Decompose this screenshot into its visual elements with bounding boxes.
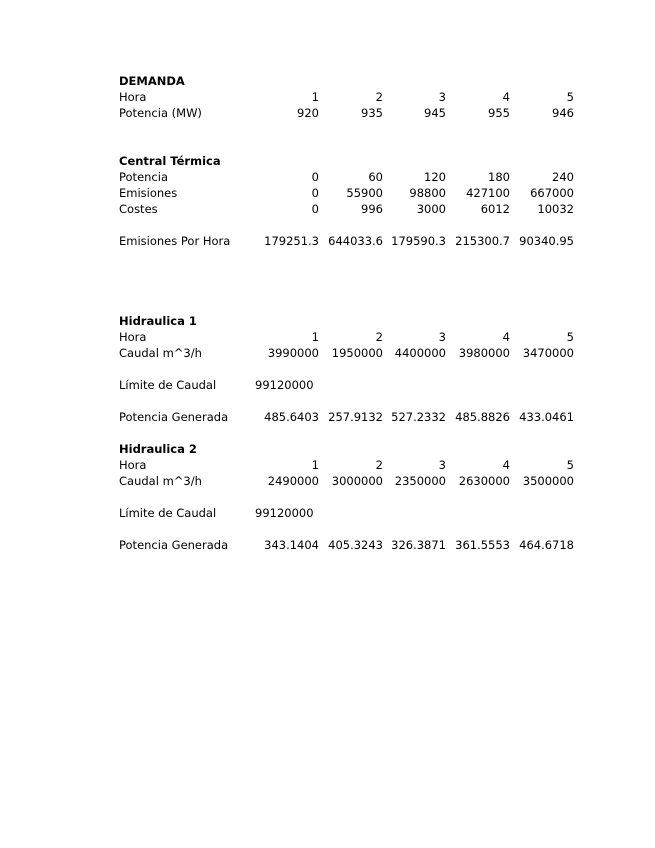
demanda-title: DEMANDA <box>119 74 185 88</box>
blank-row <box>119 265 579 281</box>
cell: 215300.7 <box>455 234 510 248</box>
row-label: Potencia Generada <box>119 538 229 552</box>
spreadsheet-sheet <box>119 73 579 553</box>
row-label: Hora <box>119 330 147 344</box>
row-label: Hora <box>119 458 147 472</box>
cell: 10032 <box>537 202 574 216</box>
demanda-potencia-row <box>119 105 579 121</box>
hidraulica2-title: Hidraulica 2 <box>119 442 197 456</box>
cell: 240 <box>552 170 574 184</box>
cell: 257.9132 <box>328 410 383 424</box>
cell: 5 <box>566 90 574 104</box>
cell: 60 <box>368 170 383 184</box>
hidraulica1-title: Hidraulica 1 <box>119 314 197 328</box>
cell: 3000000 <box>331 474 383 488</box>
row-label: Potencia Generada <box>119 410 229 424</box>
demanda-hora-row <box>119 89 579 105</box>
cell: 99120000 <box>255 506 314 520</box>
cell: 0 <box>311 186 319 200</box>
cell: 996 <box>361 202 383 216</box>
cell: 464.6718 <box>519 538 574 552</box>
cell: 180 <box>488 170 510 184</box>
cell: 98800 <box>409 186 446 200</box>
hidraulica1-caudal-row <box>119 345 579 361</box>
cell: 6012 <box>480 202 510 216</box>
cell: 427100 <box>466 186 510 200</box>
cell: 3 <box>438 330 446 344</box>
hidraulica2-limite-row <box>119 505 579 521</box>
cell: 485.6403 <box>264 410 319 424</box>
cell: 485.8826 <box>455 410 510 424</box>
termica-title-row <box>119 153 579 169</box>
row-label: Costes <box>119 202 158 216</box>
cell: 179590.3 <box>391 234 446 248</box>
blank-row <box>119 281 579 297</box>
cell: 55900 <box>346 186 383 200</box>
cell: 0 <box>311 202 319 216</box>
blank-row <box>119 137 579 153</box>
cell: 4 <box>502 458 510 472</box>
cell: 5 <box>566 458 574 472</box>
cell: 4 <box>502 330 510 344</box>
termica-potencia-row <box>119 169 579 185</box>
row-label: Potencia (MW) <box>119 106 202 120</box>
cell: 2 <box>375 90 383 104</box>
hidraulica1-potencia-row <box>119 409 579 425</box>
cell: 3990000 <box>267 346 319 360</box>
blank-row <box>119 521 579 537</box>
cell: 2490000 <box>267 474 319 488</box>
cell: 3 <box>438 458 446 472</box>
cell: 2 <box>375 330 383 344</box>
row-label: Hora <box>119 90 147 104</box>
blank-row <box>119 361 579 377</box>
cell: 3000 <box>416 202 446 216</box>
cell: 179251.3 <box>264 234 319 248</box>
row-label: Emisiones <box>119 186 178 200</box>
hidraulica2-title-row <box>119 441 579 457</box>
cell: 1 <box>311 458 319 472</box>
cell: 920 <box>297 106 319 120</box>
cell: 3 <box>438 90 446 104</box>
hidraulica2-hora-row <box>119 457 579 473</box>
hidraulica1-title-row <box>119 313 579 329</box>
row-label: Emisiones Por Hora <box>119 234 231 248</box>
cell: 433.0461 <box>519 410 574 424</box>
blank-row <box>119 393 579 409</box>
cell: 946 <box>552 106 574 120</box>
cell: 5 <box>566 330 574 344</box>
cell: 326.3871 <box>391 538 446 552</box>
demanda-title-row <box>119 73 579 89</box>
hidraulica2-potencia-row <box>119 537 579 553</box>
cell: 644033.6 <box>328 234 383 248</box>
cell: 2350000 <box>394 474 446 488</box>
row-label: Caudal m^3/h <box>119 346 202 360</box>
termica-title: Central Térmica <box>119 154 221 168</box>
cell: 4400000 <box>394 346 446 360</box>
cell: 667000 <box>530 186 574 200</box>
cell: 4 <box>502 90 510 104</box>
cell: 99120000 <box>255 378 314 392</box>
hidraulica1-limite-row <box>119 377 579 393</box>
termica-emisiones-hora-row <box>119 233 579 249</box>
blank-row <box>119 217 579 233</box>
cell: 2 <box>375 458 383 472</box>
row-label: Caudal m^3/h <box>119 474 202 488</box>
cell: 1 <box>311 330 319 344</box>
blank-row <box>119 297 579 313</box>
cell: 120 <box>424 170 446 184</box>
cell: 343.1404 <box>264 538 319 552</box>
cell: 3470000 <box>522 346 574 360</box>
cell: 3500000 <box>522 474 574 488</box>
row-label: Límite de Caudal <box>119 378 217 392</box>
cell: 0 <box>311 170 319 184</box>
blank-row <box>119 249 579 265</box>
cell: 1950000 <box>331 346 383 360</box>
cell: 361.5553 <box>455 538 510 552</box>
blank-row <box>119 121 579 137</box>
termica-costes-row <box>119 201 579 217</box>
cell: 955 <box>488 106 510 120</box>
termica-emisiones-row <box>119 185 579 201</box>
cell: 3980000 <box>458 346 510 360</box>
blank-row <box>119 489 579 505</box>
blank-row <box>119 425 579 441</box>
cell: 2630000 <box>458 474 510 488</box>
hidraulica2-caudal-row <box>119 473 579 489</box>
row-label: Límite de Caudal <box>119 506 217 520</box>
hidraulica1-hora-row <box>119 329 579 345</box>
cell: 90340.95 <box>519 234 574 248</box>
cell: 527.2332 <box>391 410 446 424</box>
cell: 1 <box>311 90 319 104</box>
cell: 405.3243 <box>328 538 383 552</box>
row-label: Potencia <box>119 170 168 184</box>
cell: 945 <box>424 106 446 120</box>
cell: 935 <box>361 106 383 120</box>
